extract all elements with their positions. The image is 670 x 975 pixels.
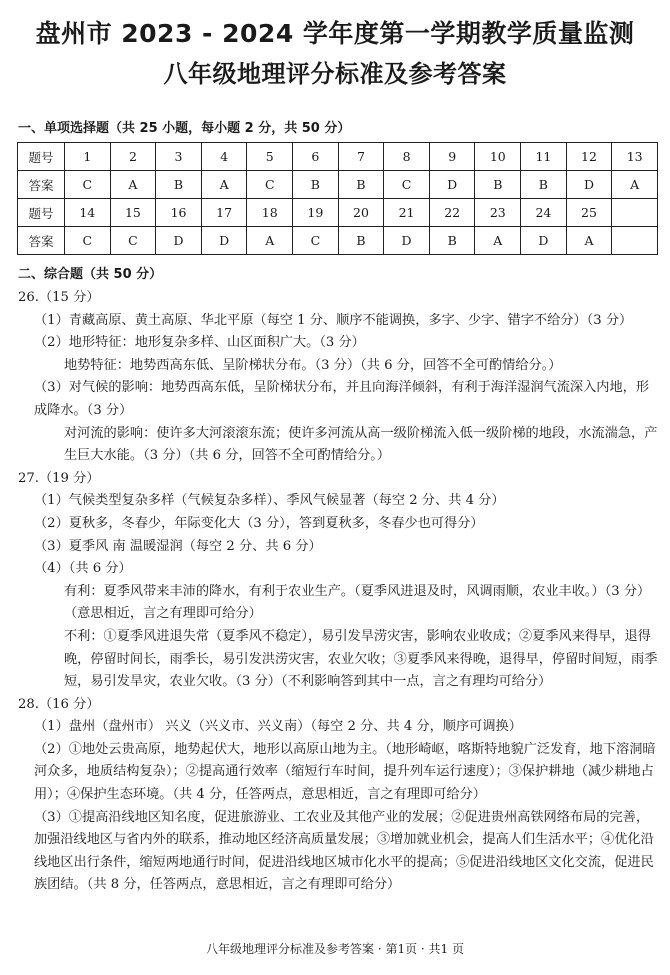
table-row-header: 答案 <box>18 227 65 255</box>
table-cell: C <box>65 227 111 255</box>
table-cell: 23 <box>475 199 521 227</box>
table-cell: B <box>338 171 384 199</box>
table-cell: B <box>521 171 567 199</box>
table-cell: B <box>475 171 521 199</box>
table-cell: 15 <box>110 199 156 227</box>
table-cell: 4 <box>201 143 247 171</box>
table-cell: D <box>521 227 567 255</box>
answer-line: （3）夏季风 南 温暖湿润（每空 2 分、共 6 分） <box>34 538 322 554</box>
page-footer: 八年级地理评分标准及参考答案 · 第1页 · 共1 页 <box>206 942 464 956</box>
table-cell: 22 <box>429 199 475 227</box>
table-cell: 16 <box>156 199 202 227</box>
table-cell: D <box>201 227 247 255</box>
table-cell: 10 <box>475 143 521 171</box>
table-row-header: 答案 <box>18 171 65 199</box>
table-cell: 3 <box>156 143 202 171</box>
table-cell: C <box>110 227 156 255</box>
table-cell: 6 <box>293 143 339 171</box>
table-cell: A <box>201 171 247 199</box>
answer-body <box>18 287 658 897</box>
table-row <box>18 199 658 227</box>
answer-line: （1）青藏高原、黄土高原、华北平原（每空 1 分、顺序不能调换，多字、少字、错字不给分）（3 分） <box>34 312 633 328</box>
table-cell: 20 <box>338 199 384 227</box>
table-cell: 2 <box>110 143 156 171</box>
table-cell: 17 <box>201 199 247 227</box>
answer-line: （3）对气候的影响：地势西高东低，呈阶梯状分布，并且向海洋倾斜，有利于海洋湿润气流深入内地，形成降水。（3 分） <box>34 380 650 418</box>
table-cell: 12 <box>566 143 612 171</box>
table-cell: 7 <box>338 143 384 171</box>
table-cell: B <box>338 227 384 255</box>
answer-line: 对河流的影响：使许多大河滚滚东流；使许多河流从高一级阶梯流入低一级阶梯的地段，水流湍急，产生巨大水能。（3 分）（共 6 分，回答不全可酌情给分。） <box>64 425 658 464</box>
table-cell: D <box>429 171 475 199</box>
table-cell: D <box>156 227 202 255</box>
document-subtitle: 八年级地理评分标准及参考答案 <box>163 60 507 88</box>
answer-line: （1）气候类型复杂多样（气候复杂多样）、季风气候显著（每空 2 分、共 4 分） <box>34 493 505 509</box>
table-cell: C <box>247 171 293 199</box>
table-cell: 21 <box>384 199 430 227</box>
table-cell: 14 <box>65 199 111 227</box>
table-row-header: 题号 <box>18 143 65 171</box>
table-row <box>18 227 658 255</box>
question-heading: 26.（15 分） <box>18 290 100 305</box>
answer-line: （2）地形特征：地形复杂多样、山区面积广大。（3 分） <box>34 335 365 351</box>
table-row-header: 题号 <box>18 199 65 227</box>
section-heading-comprehensive: 二、综合题（共 50 分） <box>18 267 163 282</box>
table-cell: 9 <box>429 143 475 171</box>
answer-line: （1）盘州（盘州市） 兴义（兴义市、兴义南）（每空 2 分、共 4 分，顺序可调换） <box>34 719 522 735</box>
table-cell: A <box>475 227 521 255</box>
answer-line: 有利：夏季风带来丰沛的降水，有利于农业生产。（夏季风进退及时，风调雨顺，农业丰收。）（3 分）（意思相近，言之有理即可给分） <box>64 583 651 622</box>
table-cell: C <box>65 171 111 199</box>
answer-line: 地势特征：地势西高东低、呈阶梯状分布。（3 分）（共 6 分，回答不全可酌情给分。） <box>64 357 562 373</box>
table-cell: A <box>247 227 293 255</box>
table-cell: 25 <box>566 199 612 227</box>
table-cell: 13 <box>612 143 658 171</box>
document-title: 盘州市 2023 - 2024 学年度第一学期教学质量监测 <box>35 19 635 48</box>
question-heading: 28.（16 分） <box>18 696 100 712</box>
table-cell: C <box>293 227 339 255</box>
table-cell: 19 <box>293 199 339 227</box>
table-cell: 11 <box>521 143 567 171</box>
table-cell <box>612 227 658 255</box>
answer-line: 不利：①夏季风进退失常（夏季风不稳定），易引发旱涝灾害，影响农业收成；②夏季风来得早，退得晚，停留时间长，雨季长，易引发洪涝灾害，农业欠收；③夏季风来得晚，退得早，停留时间短，雨季短，易引发旱灾，农业欠收。（3 分）（不利影响答到其中一点，言之有理均可给分） <box>64 628 658 690</box>
answer-line: （2）①地处云贵高原，地势起伏大，地形以高原山地为主。（地形崎岖，喀斯特地貌广泛发育，地下溶洞暗河众多，地质结构复杂）；②提高通行效率（缩短行车时间，提升列车运行速度）；③保护耕地（减少耕地占用）；④保护生态环境。（共 4 分，任答两点，意思相近，言之有理即可给分） <box>34 741 656 803</box>
section-heading-choice: 一、单项选择题（共 25 小题，每小题 2 分，共 50 分） <box>18 121 351 136</box>
table-cell: B <box>429 227 475 255</box>
table-cell <box>612 199 658 227</box>
table-cell: D <box>566 171 612 199</box>
table-cell: B <box>156 171 202 199</box>
answer-line: （4）（共 6 分） <box>34 561 132 577</box>
table-cell: 5 <box>247 143 293 171</box>
table-row <box>18 171 658 199</box>
table-cell: D <box>384 227 430 255</box>
table-cell: 8 <box>384 143 430 171</box>
question-heading: 27.（19 分） <box>18 470 100 486</box>
answer-line: （2）夏秋多，冬春少，年际变化大（3 分），答到夏秋多，冬春少也可得分） <box>34 515 484 531</box>
table-cell: A <box>566 227 612 255</box>
table-cell: A <box>110 171 156 199</box>
table-cell: 24 <box>521 199 567 227</box>
table-cell: B <box>293 171 339 199</box>
answer-table <box>17 142 658 255</box>
table-cell: A <box>612 171 658 199</box>
answer-line: （3）①提高沿线地区知名度，促进旅游业、工农业及其他产业的发展；②促进贵州高铁网络布局的完善，加强沿线地区与省内外的联系，推动地区经济高质量发展；③增加就业机会，提高人们生活水平；④优化沿线地区出行条件，缩短两地通行时间，促进沿线地区城市化水平的提高；⑤促进沿线地区文化交流，促进民族团结。（共 8 分，任答两点，意思相近，言之有理即可给分） <box>34 809 654 893</box>
table-cell: 1 <box>65 143 111 171</box>
table-cell: C <box>384 171 430 199</box>
table-row <box>18 143 658 171</box>
table-cell: 18 <box>247 199 293 227</box>
